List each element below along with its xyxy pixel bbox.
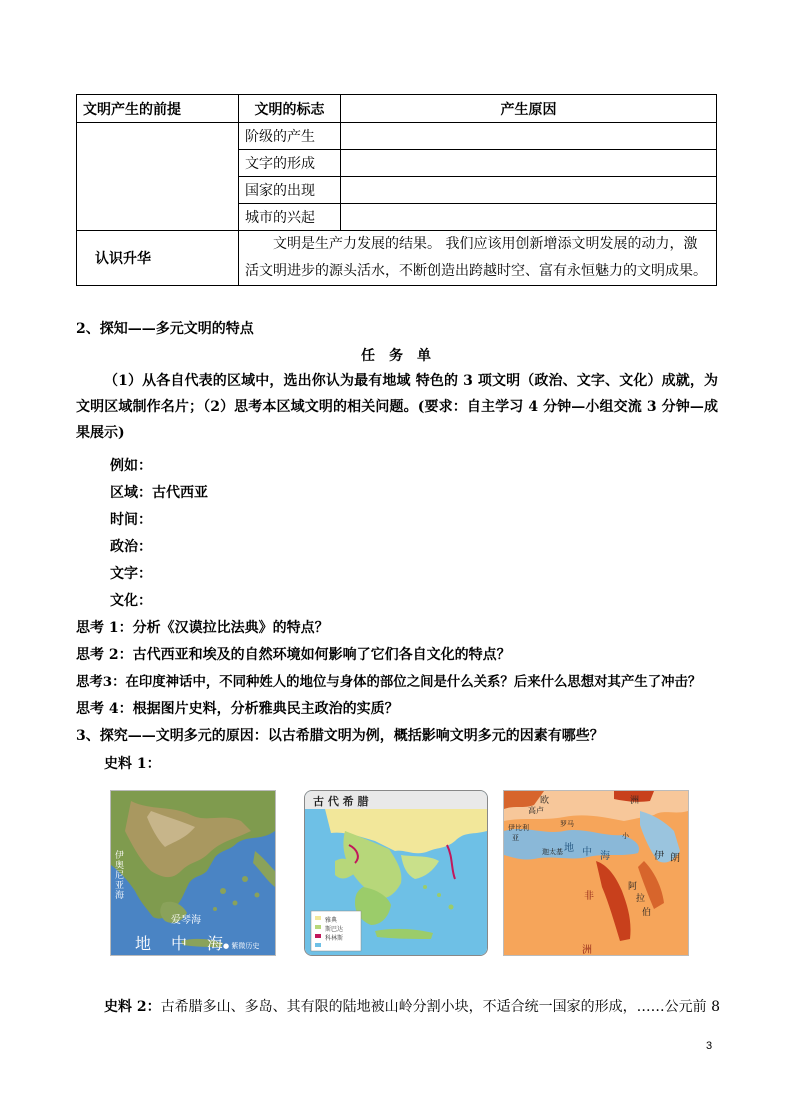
map2-legend-1: 雅典 <box>325 917 338 924</box>
section2-heading: 2、探知——多元文明的特点 <box>76 321 254 337</box>
question-4: 思考 4：根据图片史料，分析雅典民主政治的实质？ <box>76 701 399 717</box>
page-number: 3 <box>706 1040 713 1052</box>
question-3: 思考3：在印度神话中，不同种姓人的地位与身体的部位之间是什么关系？后来什么思想对其产生了冲击？ <box>76 674 702 690</box>
map3-label-gaul: 高卢 <box>528 806 544 815</box>
time-label: 时间： <box>110 512 152 528</box>
task-title: 任 务 单 <box>361 348 431 364</box>
map3-label-sea-3: 海 <box>600 851 610 862</box>
upgrade-label: 认识升华 <box>77 231 239 286</box>
map3-label-ia: 亚 <box>512 834 519 842</box>
section3-heading: 3、探究——文明多元的原因：以古希腊文明为例，概括影响文明多元的因素有哪些？ <box>76 728 604 744</box>
source2 <box>104 996 720 1016</box>
upgrade-text: 文明是生产力发展的结果。 我们应该用创新增添文明发展的动力，激活文明进步的源头活水，不断创造出跨越时空、富有永恒魅力的文明成果。 <box>239 231 717 286</box>
map1-sea-east: 爱琴海 <box>171 915 201 926</box>
header-marks: 文明的标志 <box>239 95 341 123</box>
map3-label-africa-2: 洲 <box>582 945 592 956</box>
cause-cell-3[interactable] <box>341 177 717 204</box>
cause-cell-4[interactable] <box>341 204 717 231</box>
map1-sea-west: 伊奥尼亚海 <box>115 851 125 901</box>
map2-legend-2: 斯巴达 <box>325 926 344 933</box>
map3-label-europe-2: 洲 <box>630 796 640 806</box>
mark-class: 阶级的产生 <box>239 123 341 150</box>
source2-text: 古希腊多山、多岛、其有限的陆地被山岭分割小块，不适合统一国家的形成，……公元前 8 <box>160 999 720 1015</box>
culture-label: 文化： <box>110 593 152 609</box>
map3-label-sea-2: 中 <box>582 847 592 858</box>
map3-label-arabia-3: 伯 <box>642 908 652 918</box>
map3-label-iran-2: 朗 <box>670 853 680 864</box>
map3-label-arabia-1: 阿 <box>628 882 638 892</box>
map3-label-rome: 罗马 <box>560 820 574 828</box>
map2-title: 古 代 希 腊 <box>313 795 369 808</box>
cause-cell-1[interactable] <box>341 123 717 150</box>
map3-label-iberia: 伊比利 <box>508 824 529 832</box>
question-1: 思考 1：分析《汉谟拉比法典》的特点？ <box>76 620 329 636</box>
mark-state: 国家的出现 <box>239 177 341 204</box>
header-causes: 产生原因 <box>341 95 717 123</box>
map3-label-arabia-2: 拉 <box>636 894 646 904</box>
premise-cell[interactable] <box>77 123 239 231</box>
mediterranean-map <box>503 790 689 956</box>
question-2: 思考 2：古代西亚和埃及的自然环境如何影响了它们各自文化的特点？ <box>76 647 511 663</box>
map1-sea-south: 地 中 海 <box>135 934 226 953</box>
example-label: 例如： <box>110 458 152 474</box>
source1-label: 史料 1： <box>104 756 161 772</box>
mark-writing: 文字的形成 <box>239 150 341 177</box>
header-premise: 文明产生的前提 <box>77 95 239 123</box>
task-text: （1）从各自代表的区域中，选出你认为最有地域 特色的 3 项文明（政治、文字、文化）成就，为文明区域制作名片；（2）思考本区域文明的相关问题。(要求：自主学习 4 分钟—小组交流 3 分钟—成果展示) <box>76 373 718 441</box>
map3-label-europe-1: 欧 <box>540 796 550 806</box>
map2-legend-3: 科林斯 <box>325 935 344 942</box>
civilization-table <box>76 94 717 286</box>
map3-label-carthage: 迦太基 <box>542 848 563 856</box>
region-label: 区域：古代西亚 <box>110 485 208 501</box>
map3-label-africa-1: 非 <box>584 891 594 902</box>
map1-watermark: ● 紫微历史 <box>223 942 260 950</box>
politics-label: 政治： <box>110 539 152 555</box>
cause-cell-2[interactable] <box>341 150 717 177</box>
writing-label: 文字： <box>110 566 152 582</box>
map3-label-iran-1: 伊 <box>654 851 664 862</box>
map3-label-asia-minor: 小 <box>622 832 629 840</box>
greece-relief-map <box>110 790 276 956</box>
source2-label: 史料 2： <box>104 999 161 1015</box>
ancient-greece-map <box>304 790 488 956</box>
mark-city: 城市的兴起 <box>239 204 341 231</box>
map3-label-sea-1: 地 <box>564 843 574 854</box>
